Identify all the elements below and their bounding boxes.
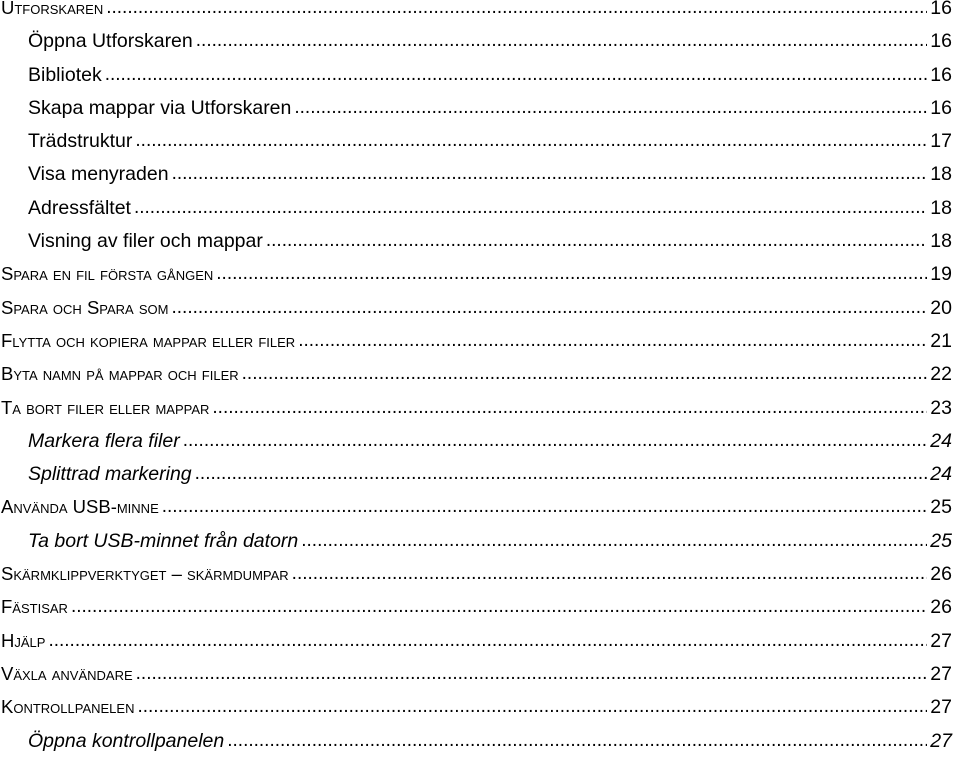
toc-dot-leader — [301, 530, 927, 552]
toc-entry[interactable] — [0, 126, 960, 159]
toc-entry-label: Skärmklippverktyget – skärmdumpar — [1, 563, 289, 585]
toc-dot-leader — [292, 563, 928, 585]
toc-dot-leader — [298, 330, 927, 352]
toc-page-number: 27 — [930, 696, 952, 719]
toc-entry-label: Öppna kontrollpanelen — [28, 729, 225, 752]
toc-page-number: 23 — [930, 396, 952, 419]
toc-entry-label: Trädstruktur — [28, 130, 133, 153]
toc-page-number: 25 — [930, 529, 952, 552]
toc-page-number: 18 — [930, 196, 952, 219]
toc-entry[interactable] — [0, 192, 960, 225]
toc-dot-leader — [227, 730, 927, 752]
toc-dot-leader — [136, 663, 928, 685]
toc-entry[interactable] — [0, 226, 960, 259]
toc-dot-leader — [294, 97, 927, 119]
toc-entry-label: Splittrad markering — [28, 463, 192, 486]
toc-page-number: 16 — [930, 30, 952, 53]
toc-dot-leader — [212, 397, 927, 419]
toc-page-number: 27 — [930, 629, 952, 652]
toc-page-number: 24 — [930, 463, 952, 486]
toc-dot-leader — [195, 463, 928, 485]
toc-entry[interactable] — [0, 259, 960, 292]
toc-entry[interactable] — [0, 359, 960, 392]
toc-dot-leader — [105, 64, 928, 86]
toc-page-number: 27 — [930, 662, 952, 685]
toc-dot-leader — [172, 163, 928, 185]
toc-page-number: 18 — [930, 163, 952, 186]
toc-entry[interactable] — [0, 392, 960, 425]
toc-page-number: 16 — [930, 96, 952, 119]
toc-page-number: 22 — [930, 363, 952, 386]
toc-entry[interactable] — [0, 59, 960, 92]
toc-entry-label: Utforskaren — [1, 0, 104, 18]
toc-entry[interactable] — [0, 426, 960, 459]
toc-entry[interactable] — [0, 459, 960, 492]
toc-entry-label: Adressfältet — [28, 196, 131, 219]
toc-entry[interactable] — [0, 692, 960, 725]
toc-page-number: 18 — [930, 230, 952, 253]
toc-dot-leader — [216, 263, 927, 285]
toc-dot-leader — [106, 0, 927, 19]
toc-entry-label: Visa menyraden — [28, 163, 169, 186]
toc-entry-label: Bibliotek — [28, 63, 102, 86]
toc-entry[interactable] — [0, 326, 960, 359]
toc-page-number: 24 — [930, 429, 952, 452]
toc-page-number: 26 — [930, 563, 952, 586]
toc-entry-label: Kontrollpanelen — [1, 696, 135, 718]
toc-dot-leader — [183, 430, 928, 452]
toc-page-number: 16 — [930, 63, 952, 86]
toc-entry-label: Flytta och kopiera mappar eller filer — [1, 329, 296, 351]
toc-entry[interactable] — [0, 559, 960, 592]
toc-page-number: 21 — [930, 329, 952, 352]
toc-entry-label: Spara och Spara som — [1, 296, 169, 318]
toc-entry-label: Visning av filer och mappar — [28, 230, 263, 253]
toc-entry-label: Markera flera filer — [28, 429, 180, 452]
toc-dot-leader — [137, 696, 927, 718]
toc-entry[interactable] — [0, 292, 960, 325]
toc-entry-label: Byta namn på mappar och filer — [1, 363, 239, 385]
toc-entry[interactable] — [0, 725, 960, 758]
toc-entry-label: Ta bort USB-minnet från datorn — [28, 529, 299, 552]
toc-dot-leader — [162, 496, 928, 518]
toc-entry[interactable] — [0, 659, 960, 692]
toc-page-number: 27 — [930, 729, 952, 752]
toc-entry-label: Växla användare — [1, 662, 133, 684]
toc-entry[interactable] — [0, 525, 960, 558]
toc-entry-label: Ta bort filer eller mappar — [1, 396, 210, 418]
toc-dot-leader — [48, 630, 927, 652]
toc-entry[interactable] — [0, 0, 960, 26]
toc-entry[interactable] — [0, 26, 960, 59]
toc-page-number: 16 — [930, 0, 952, 19]
toc-dot-leader — [135, 130, 927, 152]
toc-entry-label: Fästisar — [1, 596, 68, 618]
toc-entry[interactable] — [0, 592, 960, 625]
toc-page-number: 17 — [930, 130, 952, 153]
toc-page-number: 26 — [930, 596, 952, 619]
toc-dot-leader — [71, 596, 927, 618]
toc-entry-label: Öppna Utforskaren — [28, 30, 193, 53]
toc-entry[interactable] — [0, 159, 960, 192]
toc-dot-leader — [242, 363, 928, 385]
toc-entry[interactable] — [0, 492, 960, 525]
toc-page-number: 20 — [930, 296, 952, 319]
toc-entry-label: Använda USB-minne — [1, 496, 159, 518]
toc-dot-leader — [171, 297, 927, 319]
toc-dot-leader — [196, 30, 928, 52]
toc-entry-label: Skapa mappar via Utforskaren — [28, 96, 292, 119]
toc-page-number: 25 — [930, 496, 952, 519]
toc-dot-leader — [266, 230, 927, 252]
toc-entry[interactable] — [0, 625, 960, 658]
toc-page-number: 19 — [930, 263, 952, 286]
toc-entry-label: Hjälp — [1, 629, 46, 651]
toc-entry-label: Spara en fil första gången — [1, 263, 214, 285]
toc-entry[interactable] — [0, 93, 960, 126]
toc-dot-leader — [134, 197, 927, 219]
